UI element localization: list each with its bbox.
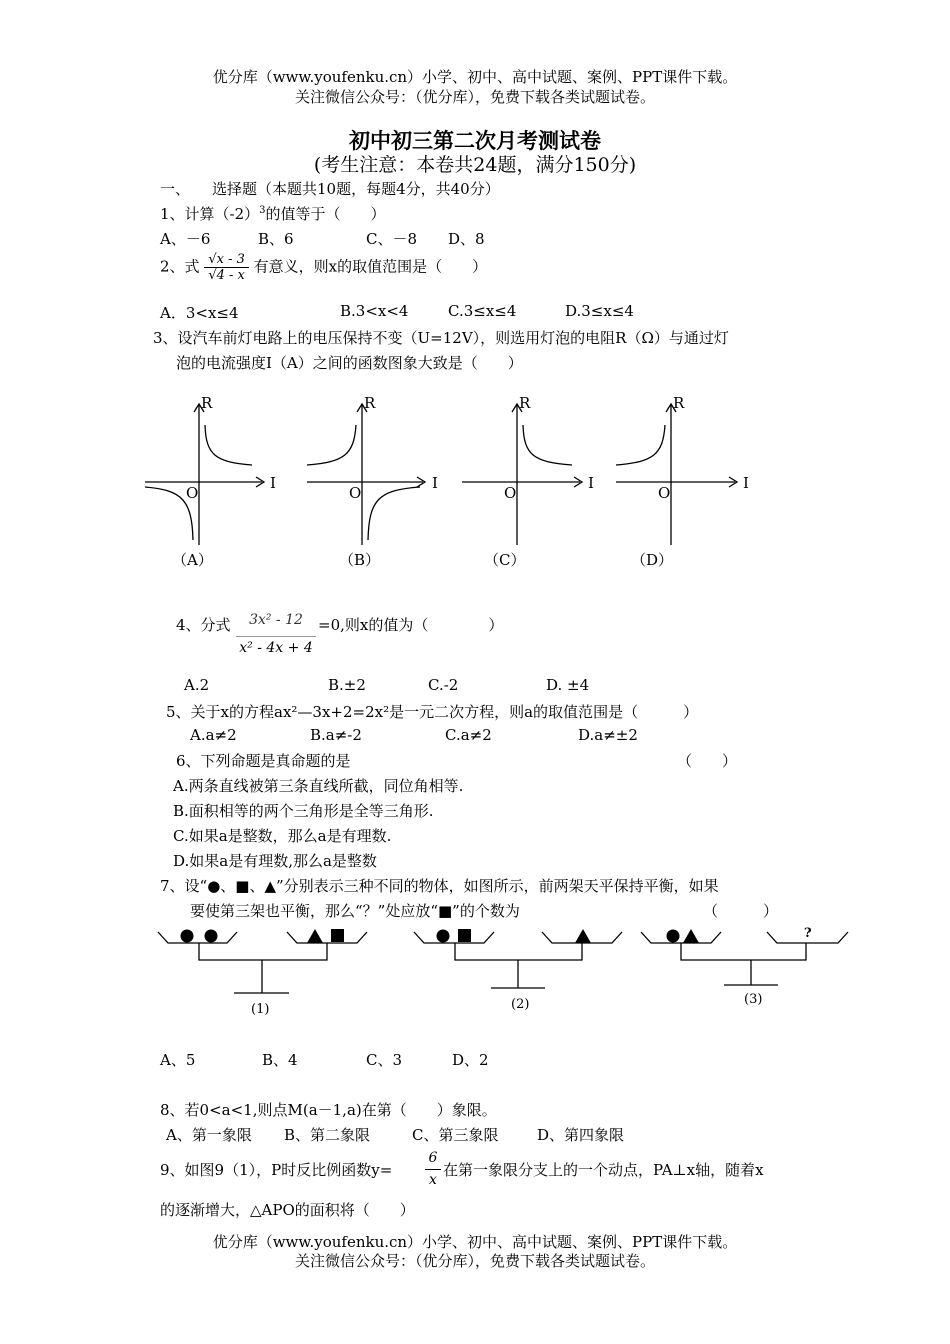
circle-icon bbox=[437, 930, 450, 943]
q4-option-a: A.2 bbox=[184, 676, 210, 694]
q6-stem: 6、下列命题是真命题的是 bbox=[176, 752, 351, 770]
graph-c bbox=[462, 404, 582, 545]
q9-fraction-bar bbox=[425, 1169, 441, 1170]
balance-1-right-pan bbox=[287, 932, 367, 943]
q2-prefix: 2、式 bbox=[160, 257, 200, 276]
header-line-2: 关注微信公众号：（优分库），免费下载各类试题试卷。 bbox=[294, 88, 655, 106]
q2-option-d: D.3≤x≤4 bbox=[565, 302, 634, 320]
q7-option-d: D、2 bbox=[452, 1051, 489, 1069]
footer-line-2: 关注微信公众号：（优分库），免费下载各类试题试卷。 bbox=[294, 1252, 655, 1270]
graph-d-caption: （D） bbox=[631, 551, 674, 569]
triangle-icon bbox=[307, 929, 323, 943]
q2-option-a: A．3<x≤4 bbox=[160, 304, 239, 322]
q5-option-c: C.a≠2 bbox=[445, 726, 492, 744]
graph-a-label-o: O bbox=[186, 484, 199, 502]
q5-option-d: D.a≠±2 bbox=[578, 726, 638, 744]
q7-option-b: B、4 bbox=[262, 1051, 298, 1069]
page-title: 初中初三第二次月考测试卷 bbox=[349, 128, 601, 153]
q5-stem: 5、关于x的方程ax²—3x+2=2x²是一元二次方程，则a的取值范围是（ ） bbox=[166, 703, 699, 721]
q9-numerator: 6 bbox=[428, 1150, 438, 1166]
q7-line-1: 7、设“●、■、▲”分别表示三种不同的物体，如图所示，前两架天平保持平衡，如果 bbox=[160, 877, 719, 895]
graph-a bbox=[145, 404, 264, 545]
section-heading: 选择题（本题共10题，每题4分，共40分） bbox=[212, 180, 500, 198]
q6-option-a: A.两条直线被第三条直线所截，同位角相等. bbox=[173, 777, 464, 795]
square-icon bbox=[331, 929, 344, 942]
balance-3-left-pan bbox=[641, 932, 721, 943]
q4-option-c: C.-2 bbox=[428, 676, 459, 694]
header-line-1: 优分库（www.youfenku.cn）小学、初中、高中试题、案例、PPT课件下载。 bbox=[212, 68, 738, 86]
q1-stem-after: 的值等于（ ） bbox=[265, 205, 386, 223]
q8-option-c: C、第三象限 bbox=[412, 1126, 499, 1144]
balance-1-left-pan bbox=[158, 932, 237, 943]
graph-c-label-o: O bbox=[504, 484, 517, 502]
balance-2-left-pan bbox=[414, 932, 494, 943]
graph-a-label-r: R bbox=[201, 394, 213, 412]
q1-option-a: A、－6 bbox=[160, 230, 211, 248]
balance-3-beam bbox=[681, 943, 806, 960]
circle-icon bbox=[667, 930, 680, 943]
q4-denominator: x² - 4x + 4 bbox=[239, 640, 313, 656]
q8-stem: 8、若0<a<1,则点M(a－1,a)在第（ ）象限。 bbox=[160, 1101, 497, 1119]
q2-option-b: B.3<x<4 bbox=[340, 302, 409, 320]
q1-stem-before: 1、计算（-2） bbox=[160, 205, 260, 223]
q9-suffix: 在第一象限分支上的一个动点，PA⊥x轴，随着x bbox=[443, 1161, 764, 1179]
graph-b-label-i: I bbox=[432, 474, 438, 492]
q4-option-d: D. ±4 bbox=[546, 676, 590, 694]
graph-d-curve-q2 bbox=[616, 425, 665, 465]
square-icon bbox=[458, 929, 471, 942]
q1-option-b: B、6 bbox=[258, 230, 294, 248]
triangle-icon bbox=[575, 929, 591, 943]
q6-option-c: C.如果a是整数，那么a是有理数. bbox=[173, 827, 392, 845]
circle-icon bbox=[181, 930, 194, 943]
q9-denominator: x bbox=[429, 1172, 437, 1188]
graph-a-curve-q1 bbox=[205, 425, 252, 465]
q2-suffix: 有意义，则x的取值范围是（ ） bbox=[253, 257, 488, 276]
triangle-icon bbox=[683, 929, 699, 943]
graph-a-caption: （A） bbox=[172, 551, 213, 569]
q5-option-a: A.a≠2 bbox=[190, 726, 237, 744]
graph-d bbox=[616, 404, 737, 545]
q1-option-d: D、8 bbox=[448, 230, 485, 248]
q7-option-a: A、5 bbox=[160, 1051, 196, 1069]
footer-line-1: 优分库（www.youfenku.cn）小学、初中、高中试题、案例、PPT课件下载。 bbox=[212, 1233, 738, 1251]
balance-3-question-mark: ? bbox=[804, 926, 812, 941]
q4-option-b: B.±2 bbox=[328, 676, 366, 694]
q4-numerator: 3x² - 12 bbox=[249, 612, 303, 628]
balance-2-beam bbox=[455, 943, 582, 960]
graph-b-curve-q4 bbox=[368, 487, 420, 540]
q1-exponent: 3 bbox=[259, 205, 266, 216]
q5-option-b: B.a≠-2 bbox=[310, 726, 362, 744]
q3-line-1: 3、设汽车前灯电路上的电压保持不变（U=12V），则选用灯泡的电阻R（Ω）与通过灯 bbox=[153, 329, 729, 347]
q3-line-2: 泡的电流强度I（A）之间的函数图象大致是（ ） bbox=[176, 354, 523, 372]
q2-option-c: C.3≤x≤4 bbox=[448, 302, 517, 320]
q8-option-d: D、第四象限 bbox=[537, 1126, 625, 1144]
graph-b bbox=[307, 404, 425, 545]
q2-denominator: √4 - x bbox=[204, 267, 249, 283]
balance-1-label: (1) bbox=[251, 1002, 270, 1017]
balance-1-beam bbox=[199, 943, 327, 960]
q7-option-c: C、3 bbox=[366, 1051, 403, 1069]
q4-suffix: =0,则x的值为（ ） bbox=[318, 616, 504, 634]
graph-d-label-r: R bbox=[673, 394, 685, 412]
balance-3-label: (3) bbox=[744, 992, 763, 1007]
page-subtitle: (考生注意：本卷共24题，满分150分) bbox=[313, 154, 637, 176]
q8-option-a: A、第一象限 bbox=[166, 1126, 252, 1144]
graph-b-label-r: R bbox=[364, 394, 376, 412]
q9-prefix: 9、如图9（1），P时反比例函数y= bbox=[160, 1161, 393, 1179]
section-number: 一、 bbox=[160, 180, 191, 198]
graph-c-caption: （C） bbox=[484, 551, 526, 569]
graph-a-label-i: I bbox=[270, 474, 276, 492]
graph-d-label-i: I bbox=[743, 474, 749, 492]
graph-b-caption: （B） bbox=[339, 551, 381, 569]
graph-d-label-o: O bbox=[658, 484, 671, 502]
graph-c-label-r: R bbox=[519, 394, 531, 412]
graph-c-curve-q1 bbox=[523, 425, 572, 465]
q6-paren: （ ） bbox=[677, 752, 738, 770]
graph-c-label-i: I bbox=[588, 474, 594, 492]
graph-b-curve-q2 bbox=[307, 425, 356, 465]
q6-option-b: B.面积相等的两个三角形是全等三角形. bbox=[173, 802, 434, 820]
balance-2-label: (2) bbox=[511, 997, 530, 1012]
q7-line-2: 要使第三架也平衡，那么“？”处应放“■”的个数为 bbox=[190, 902, 520, 920]
q1-option-c: C、－8 bbox=[366, 230, 418, 248]
q7-paren: （ ） bbox=[703, 902, 779, 920]
q6-option-d: D.如果a是有理数,那么a是整数 bbox=[173, 852, 377, 870]
q2-numerator: √x - 3 bbox=[208, 252, 245, 267]
q8-option-b: B、第二象限 bbox=[284, 1126, 371, 1144]
q9-line-2: 的逐渐增大，△APO的面积将（ ） bbox=[160, 1201, 415, 1219]
circle-icon bbox=[205, 930, 218, 943]
q4-prefix: 4、分式 bbox=[176, 616, 231, 634]
q4-fraction-bar bbox=[236, 636, 316, 637]
graph-b-label-o: O bbox=[349, 484, 362, 502]
